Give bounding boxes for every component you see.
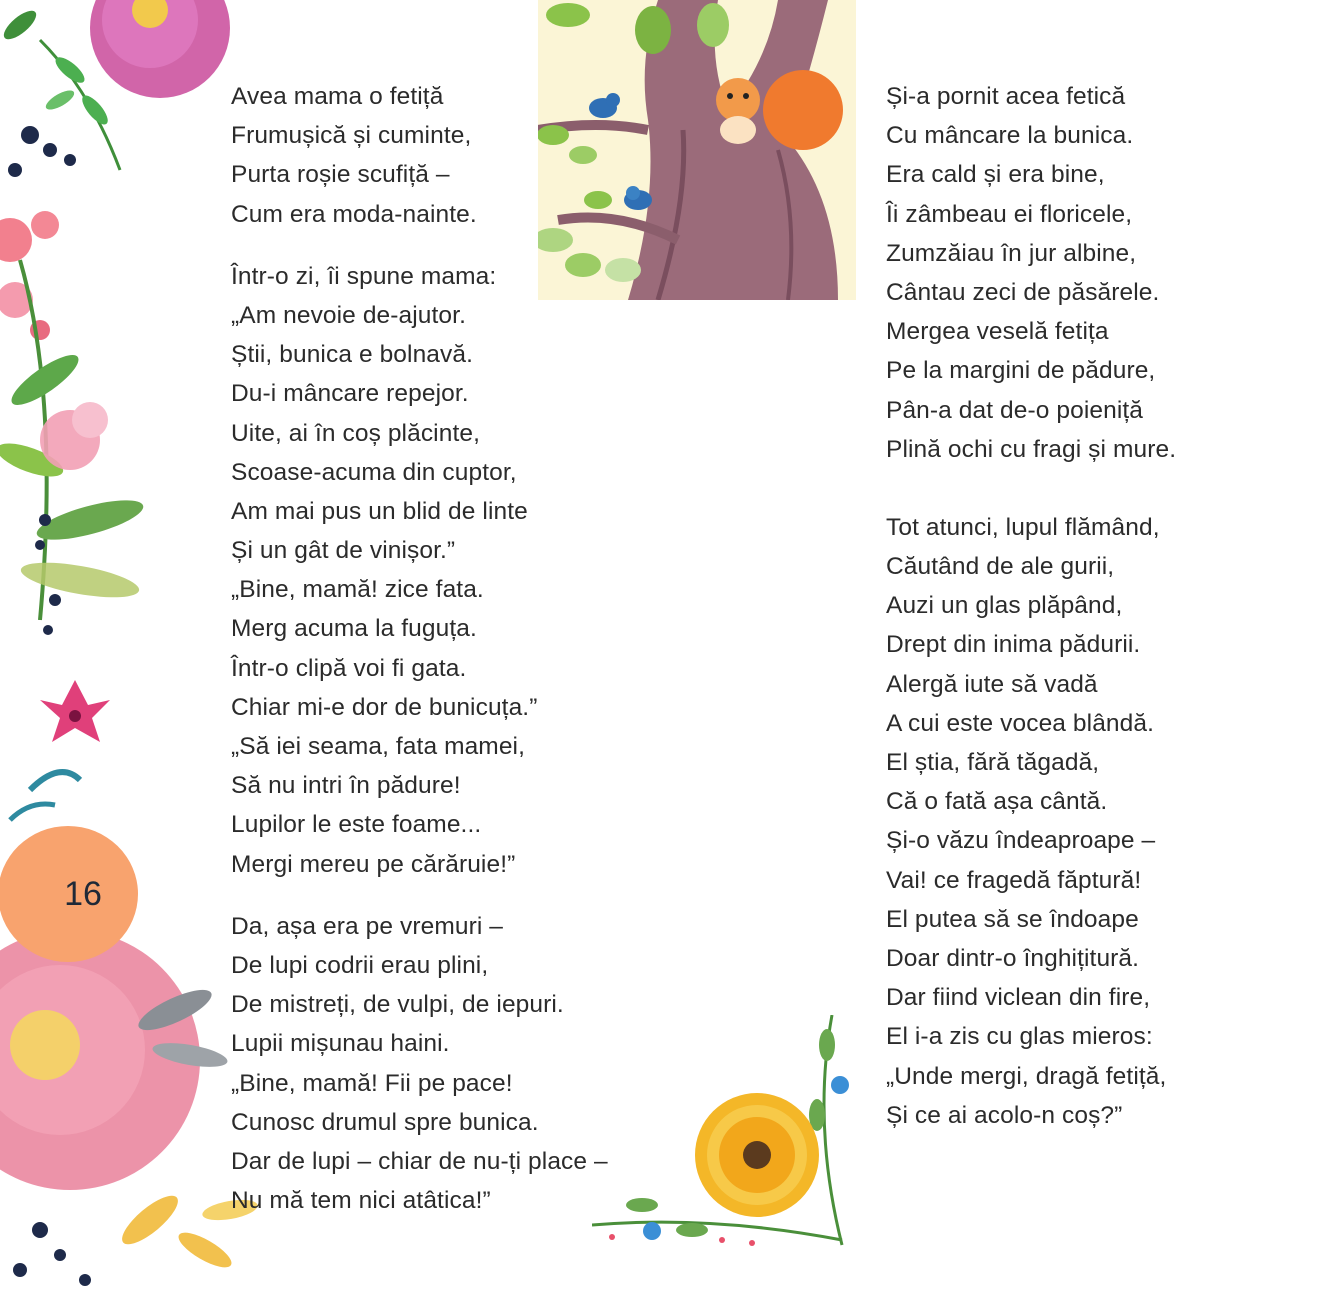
poem-line: Cunosc drumul spre bunica. [231, 1108, 539, 1136]
poem-line: Dar fiind viclean din fire, [886, 984, 1151, 1012]
page-number-badge [0, 826, 138, 962]
poem-line: Într-o clipă voi fi gata. [231, 654, 467, 682]
poem-line: De lupi codrii erau plini, [231, 951, 489, 979]
poem-line: Mergi mereu pe cărăruie!” [231, 850, 516, 878]
poem-line: Du-i mâncare repejor. [231, 380, 469, 408]
poem-line: Doar dintr-o înghițitură. [886, 944, 1140, 972]
poem-line: Da, așa era pe vremuri – [231, 912, 504, 940]
poem-line: El știa, fără tăgadă, [886, 749, 1100, 776]
poem-line: De mistreți, de vulpi, de iepuri. [231, 991, 564, 1019]
stanza-gap [886, 469, 1176, 508]
poem-line: Îi zâmbeau ei floricele, [886, 200, 1133, 228]
poem-line: Lupii mișunau haini. [231, 1030, 450, 1058]
poem-line: Cântau zeci de păsărele. [886, 278, 1160, 306]
poem-line: „Unde mergi, dragă fetiță, [886, 1062, 1167, 1090]
poem-line: Drept din inima pădurii. [886, 631, 1141, 659]
poem-line: Merg acuma la fuguța. [231, 615, 477, 643]
poem-line: Cum era moda-nainte. [231, 200, 477, 228]
poem-line: Și-a pornit acea fetică [886, 83, 1126, 110]
poem-line: Dar de lupi – chiar de nu-ți place – [231, 1147, 608, 1175]
poem-line: El i-a zis cu glas mieros: [886, 1023, 1153, 1051]
poem-line: Lupilor le este foame... [231, 811, 482, 839]
poem-line: El putea să se îndoape [886, 905, 1139, 933]
poem-line: Pe la margini de pădure, [886, 357, 1156, 385]
floral-border-illustration [0, 0, 270, 1300]
page-number: 16 [64, 874, 102, 913]
poem-left-column [231, 77, 608, 1220]
poem-line: Să nu intri în pădure! [231, 772, 461, 800]
stanza-gap [231, 234, 608, 257]
poem-line: Auzi un glas plăpând, [886, 592, 1123, 620]
poem-line: Cu mâncare la bunica. [886, 122, 1134, 150]
poem-line: Că o fată așa cântă. [886, 788, 1108, 816]
poem-line: „Am nevoie de-ajutor. [231, 301, 466, 329]
poem-line: Avea mama o fetiță [231, 83, 444, 110]
poem-line: „Bine, mamă! zice fata. [231, 576, 484, 604]
poem-line: Mergea veselă fetița [886, 318, 1109, 346]
poem-line: Vai! ce fragedă făptură! [886, 866, 1142, 894]
poem-line: Era cald și era bine, [886, 161, 1105, 189]
poem-line: Am mai pus un blid de linte [231, 497, 528, 525]
poem-line: Chiar mi-e dor de bunicuța.” [231, 693, 538, 721]
poem-line: Uite, ai în coș plăcinte, [231, 419, 480, 447]
poem-line: Într-o zi, îi spune mama: [231, 262, 497, 290]
poem-line: „Bine, mamă! Fii pe pace! [231, 1069, 513, 1097]
sunflower-illustration [592, 1015, 850, 1250]
poem-line: Știi, bunica e bolnavă. [231, 341, 474, 369]
poem-line: A cui este vocea blândă. [886, 709, 1154, 737]
stanza-gap [231, 884, 608, 907]
poem-line: Zumzăiau în jur albine, [886, 239, 1137, 267]
poem-line: Pân-a dat de-o poieniță [886, 396, 1144, 424]
poem-line: Purta roșie scufiță – [231, 161, 450, 189]
poem-line: Nu mă tem nici atâtica!” [231, 1187, 491, 1215]
poem-line: Scoase-acuma din cuptor, [231, 458, 517, 486]
poem-line: Plină ochi cu fragi și mure. [886, 435, 1177, 463]
poem-line: Tot atunci, lupul flămând, [886, 513, 1160, 541]
poem-line: „Să iei seama, fata mamei, [231, 733, 525, 760]
poem-line: Frumușică și cuminte, [231, 122, 472, 150]
poem-line: Și ce ai acolo-n coș?” [886, 1101, 1123, 1129]
poem-line: Și un gât de vinișor.” [231, 537, 456, 565]
poem-right-column [886, 77, 1176, 1135]
poem-line: Și-o văzu îndeaproape – [886, 827, 1156, 855]
poem-line: Căutând de ale gurii, [886, 553, 1115, 581]
poem-line: Alergă iute să vadă [886, 670, 1098, 698]
